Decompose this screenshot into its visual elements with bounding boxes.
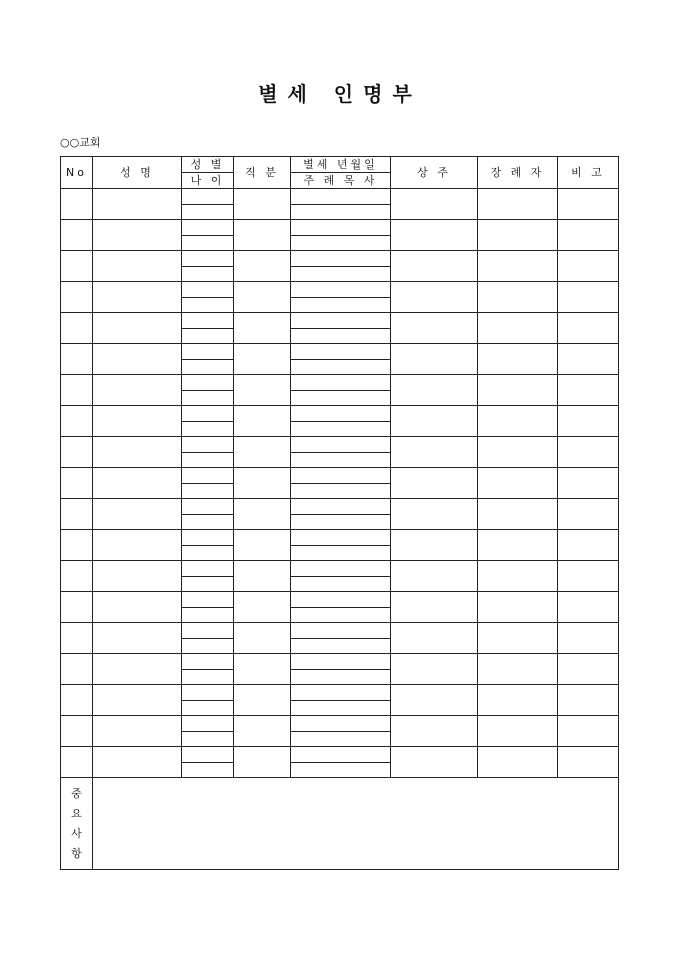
cell-remarks[interactable] [558, 406, 619, 437]
cell-chief-mourner[interactable] [391, 344, 478, 375]
cell-gender[interactable] [182, 406, 234, 422]
cell-funeral-director[interactable] [478, 375, 558, 406]
cell-name[interactable] [93, 437, 182, 468]
cell-no[interactable] [61, 406, 93, 437]
cell-death-date[interactable] [291, 344, 391, 360]
cell-officiant[interactable] [291, 483, 391, 499]
cell-death-date[interactable] [291, 685, 391, 701]
cell-no[interactable] [61, 344, 93, 375]
header-death-date: 별세 년월일 [291, 157, 391, 173]
cell-age[interactable] [182, 607, 234, 623]
cell-name[interactable] [93, 375, 182, 406]
cell-position[interactable] [234, 623, 291, 654]
cell-position[interactable] [234, 189, 291, 220]
register-entry [61, 406, 619, 422]
cell-funeral-director[interactable] [478, 530, 558, 561]
notes-label-char: 사 [71, 826, 82, 840]
cell-no[interactable] [61, 561, 93, 592]
cell-officiant[interactable] [291, 452, 391, 468]
cell-age[interactable] [182, 545, 234, 561]
cell-gender[interactable] [182, 530, 234, 546]
cell-position[interactable] [234, 468, 291, 499]
cell-gender[interactable] [182, 685, 234, 701]
cell-death-date[interactable] [291, 592, 391, 608]
register-entry [61, 189, 619, 205]
register-entry [61, 716, 619, 732]
register-entry [61, 685, 619, 701]
header-age: 나 이 [182, 173, 234, 189]
register-entry [61, 375, 619, 391]
cell-no[interactable] [61, 468, 93, 499]
cell-officiant[interactable] [291, 545, 391, 561]
cell-name[interactable] [93, 747, 182, 778]
cell-position[interactable] [234, 499, 291, 530]
cell-name[interactable] [93, 561, 182, 592]
cell-gender[interactable] [182, 592, 234, 608]
cell-no[interactable] [61, 251, 93, 282]
cell-no[interactable] [61, 220, 93, 251]
cell-death-date[interactable] [291, 189, 391, 205]
cell-age[interactable] [182, 514, 234, 530]
cell-officiant[interactable] [291, 235, 391, 251]
cell-name[interactable] [93, 654, 182, 685]
cell-gender[interactable] [182, 716, 234, 732]
cell-remarks[interactable] [558, 685, 619, 716]
cell-chief-mourner[interactable] [391, 623, 478, 654]
cell-remarks[interactable] [558, 375, 619, 406]
cell-gender[interactable] [182, 344, 234, 360]
cell-gender[interactable] [182, 654, 234, 670]
notes-label [61, 778, 93, 870]
cell-chief-mourner[interactable] [391, 468, 478, 499]
cell-no[interactable] [61, 437, 93, 468]
cell-age[interactable] [182, 235, 234, 251]
cell-remarks[interactable] [558, 623, 619, 654]
cell-gender[interactable] [182, 375, 234, 391]
cell-chief-mourner[interactable] [391, 561, 478, 592]
cell-remarks[interactable] [558, 437, 619, 468]
cell-name[interactable] [93, 189, 182, 220]
cell-gender[interactable] [182, 251, 234, 267]
cell-position[interactable] [234, 654, 291, 685]
header-remarks: 비 고 [558, 157, 619, 189]
page-title: 별세 인명부 [258, 82, 422, 106]
header-chief-mourner: 상 주 [391, 157, 478, 189]
cell-age[interactable] [182, 359, 234, 375]
cell-remarks[interactable] [558, 747, 619, 778]
cell-officiant[interactable] [291, 297, 391, 313]
cell-no[interactable] [61, 654, 93, 685]
cell-funeral-director[interactable] [478, 437, 558, 468]
register-table [60, 156, 619, 870]
register-entry [61, 530, 619, 546]
cell-age[interactable] [182, 576, 234, 592]
notes-field[interactable] [93, 778, 619, 870]
cell-no[interactable] [61, 313, 93, 344]
cell-funeral-director[interactable] [478, 623, 558, 654]
cell-remarks[interactable] [558, 220, 619, 251]
cell-age[interactable] [182, 700, 234, 716]
register-entry [61, 561, 619, 577]
cell-chief-mourner[interactable] [391, 220, 478, 251]
cell-officiant[interactable] [291, 266, 391, 282]
cell-funeral-director[interactable] [478, 592, 558, 623]
cell-chief-mourner[interactable] [391, 685, 478, 716]
cell-funeral-director[interactable] [478, 251, 558, 282]
cell-age[interactable] [182, 762, 234, 778]
cell-death-date[interactable] [291, 530, 391, 546]
cell-gender[interactable] [182, 747, 234, 763]
cell-remarks[interactable] [558, 251, 619, 282]
cell-age[interactable] [182, 669, 234, 685]
cell-funeral-director[interactable] [478, 189, 558, 220]
cell-chief-mourner[interactable] [391, 313, 478, 344]
cell-no[interactable] [61, 592, 93, 623]
header-gender: 성 별 [182, 157, 234, 173]
cell-position[interactable] [234, 406, 291, 437]
cell-death-date[interactable] [291, 623, 391, 639]
cell-chief-mourner[interactable] [391, 189, 478, 220]
cell-funeral-director[interactable] [478, 685, 558, 716]
cell-age[interactable] [182, 297, 234, 313]
cell-age[interactable] [182, 328, 234, 344]
cell-officiant[interactable] [291, 669, 391, 685]
cell-position[interactable] [234, 716, 291, 747]
cell-gender[interactable] [182, 561, 234, 577]
cell-funeral-director[interactable] [478, 220, 558, 251]
cell-position[interactable] [234, 685, 291, 716]
header-position: 직 분 [234, 157, 291, 189]
cell-officiant[interactable] [291, 359, 391, 375]
cell-chief-mourner[interactable] [391, 437, 478, 468]
cell-position[interactable] [234, 561, 291, 592]
cell-officiant[interactable] [291, 328, 391, 344]
cell-chief-mourner[interactable] [391, 282, 478, 313]
cell-name[interactable] [93, 468, 182, 499]
cell-remarks[interactable] [558, 344, 619, 375]
cell-remarks[interactable] [558, 313, 619, 344]
register-entry [61, 499, 619, 515]
cell-death-date[interactable] [291, 437, 391, 453]
cell-officiant[interactable] [291, 576, 391, 592]
cell-age[interactable] [182, 638, 234, 654]
cell-funeral-director[interactable] [478, 499, 558, 530]
cell-age[interactable] [182, 452, 234, 468]
header-officiant: 주 례 목 사 [291, 173, 391, 189]
cell-remarks[interactable] [558, 716, 619, 747]
cell-age[interactable] [182, 204, 234, 220]
cell-officiant[interactable] [291, 204, 391, 220]
cell-name[interactable] [93, 685, 182, 716]
cell-position[interactable] [234, 375, 291, 406]
cell-position[interactable] [234, 282, 291, 313]
cell-name[interactable] [93, 313, 182, 344]
cell-death-date[interactable] [291, 499, 391, 515]
cell-death-date[interactable] [291, 220, 391, 236]
cell-funeral-director[interactable] [478, 561, 558, 592]
cell-gender[interactable] [182, 220, 234, 236]
cell-position[interactable] [234, 344, 291, 375]
cell-officiant[interactable] [291, 638, 391, 654]
header-funeral-director: 장 례 자 [478, 157, 558, 189]
cell-no[interactable] [61, 685, 93, 716]
register-entry [61, 344, 619, 360]
cell-name[interactable] [93, 220, 182, 251]
cell-death-date[interactable] [291, 747, 391, 763]
cell-remarks[interactable] [558, 468, 619, 499]
cell-officiant[interactable] [291, 390, 391, 406]
cell-death-date[interactable] [291, 654, 391, 670]
cell-gender[interactable] [182, 189, 234, 205]
cell-name[interactable] [93, 406, 182, 437]
cell-officiant[interactable] [291, 731, 391, 747]
cell-name[interactable] [93, 251, 182, 282]
cell-chief-mourner[interactable] [391, 716, 478, 747]
cell-gender[interactable] [182, 313, 234, 329]
church-name: ○○교회 [60, 136, 101, 149]
cell-name[interactable] [93, 530, 182, 561]
cell-chief-mourner[interactable] [391, 654, 478, 685]
cell-gender[interactable] [182, 623, 234, 639]
cell-funeral-director[interactable] [478, 716, 558, 747]
cell-remarks[interactable] [558, 499, 619, 530]
cell-remarks[interactable] [558, 530, 619, 561]
cell-no[interactable] [61, 530, 93, 561]
header-name: 성 명 [93, 157, 182, 189]
cell-age[interactable] [182, 266, 234, 282]
cell-funeral-director[interactable] [478, 313, 558, 344]
register-entry [61, 654, 619, 670]
cell-chief-mourner[interactable] [391, 499, 478, 530]
cell-death-date[interactable] [291, 313, 391, 329]
register-entry [61, 313, 619, 329]
cell-remarks[interactable] [558, 654, 619, 685]
cell-name[interactable] [93, 592, 182, 623]
cell-chief-mourner[interactable] [391, 375, 478, 406]
cell-name[interactable] [93, 282, 182, 313]
cell-officiant[interactable] [291, 514, 391, 530]
cell-death-date[interactable] [291, 251, 391, 267]
cell-death-date[interactable] [291, 375, 391, 391]
cell-gender[interactable] [182, 468, 234, 484]
cell-gender[interactable] [182, 437, 234, 453]
cell-position[interactable] [234, 251, 291, 282]
cell-position[interactable] [234, 313, 291, 344]
cell-no[interactable] [61, 375, 93, 406]
cell-no[interactable] [61, 282, 93, 313]
cell-position[interactable] [234, 747, 291, 778]
cell-death-date[interactable] [291, 406, 391, 422]
cell-funeral-director[interactable] [478, 468, 558, 499]
register-entry [61, 251, 619, 267]
cell-name[interactable] [93, 716, 182, 747]
cell-chief-mourner[interactable] [391, 406, 478, 437]
register-entry [61, 220, 619, 236]
cell-age[interactable] [182, 731, 234, 747]
cell-death-date[interactable] [291, 468, 391, 484]
cell-officiant[interactable] [291, 421, 391, 437]
cell-gender[interactable] [182, 282, 234, 298]
cell-chief-mourner[interactable] [391, 251, 478, 282]
cell-name[interactable] [93, 499, 182, 530]
cell-gender[interactable] [182, 499, 234, 515]
cell-death-date[interactable] [291, 561, 391, 577]
cell-chief-mourner[interactable] [391, 747, 478, 778]
cell-name[interactable] [93, 623, 182, 654]
cell-no[interactable] [61, 499, 93, 530]
cell-chief-mourner[interactable] [391, 530, 478, 561]
cell-funeral-director[interactable] [478, 747, 558, 778]
notes-label-char: 요 [71, 806, 82, 820]
cell-officiant[interactable] [291, 607, 391, 623]
register-entry [61, 437, 619, 453]
cell-no[interactable] [61, 189, 93, 220]
cell-funeral-director[interactable] [478, 282, 558, 313]
cell-age[interactable] [182, 483, 234, 499]
cell-chief-mourner[interactable] [391, 592, 478, 623]
cell-position[interactable] [234, 220, 291, 251]
cell-no[interactable] [61, 716, 93, 747]
cell-remarks[interactable] [558, 189, 619, 220]
register-entry [61, 747, 619, 763]
cell-age[interactable] [182, 421, 234, 437]
cell-no[interactable] [61, 747, 93, 778]
cell-death-date[interactable] [291, 282, 391, 298]
header-no: No [61, 157, 93, 189]
cell-funeral-director[interactable] [478, 344, 558, 375]
cell-officiant[interactable] [291, 762, 391, 778]
cell-remarks[interactable] [558, 592, 619, 623]
cell-officiant[interactable] [291, 700, 391, 716]
cell-death-date[interactable] [291, 716, 391, 732]
register-entry [61, 623, 619, 639]
cell-remarks[interactable] [558, 282, 619, 313]
cell-funeral-director[interactable] [478, 406, 558, 437]
cell-position[interactable] [234, 437, 291, 468]
cell-remarks[interactable] [558, 561, 619, 592]
cell-name[interactable] [93, 344, 182, 375]
cell-no[interactable] [61, 623, 93, 654]
notes-label-char: 중 [71, 786, 82, 800]
register-entry [61, 592, 619, 608]
cell-age[interactable] [182, 390, 234, 406]
cell-funeral-director[interactable] [478, 654, 558, 685]
notes-label-char: 항 [71, 846, 82, 860]
cell-position[interactable] [234, 592, 291, 623]
cell-position[interactable] [234, 530, 291, 561]
register-entry [61, 282, 619, 298]
register-entry [61, 468, 619, 484]
